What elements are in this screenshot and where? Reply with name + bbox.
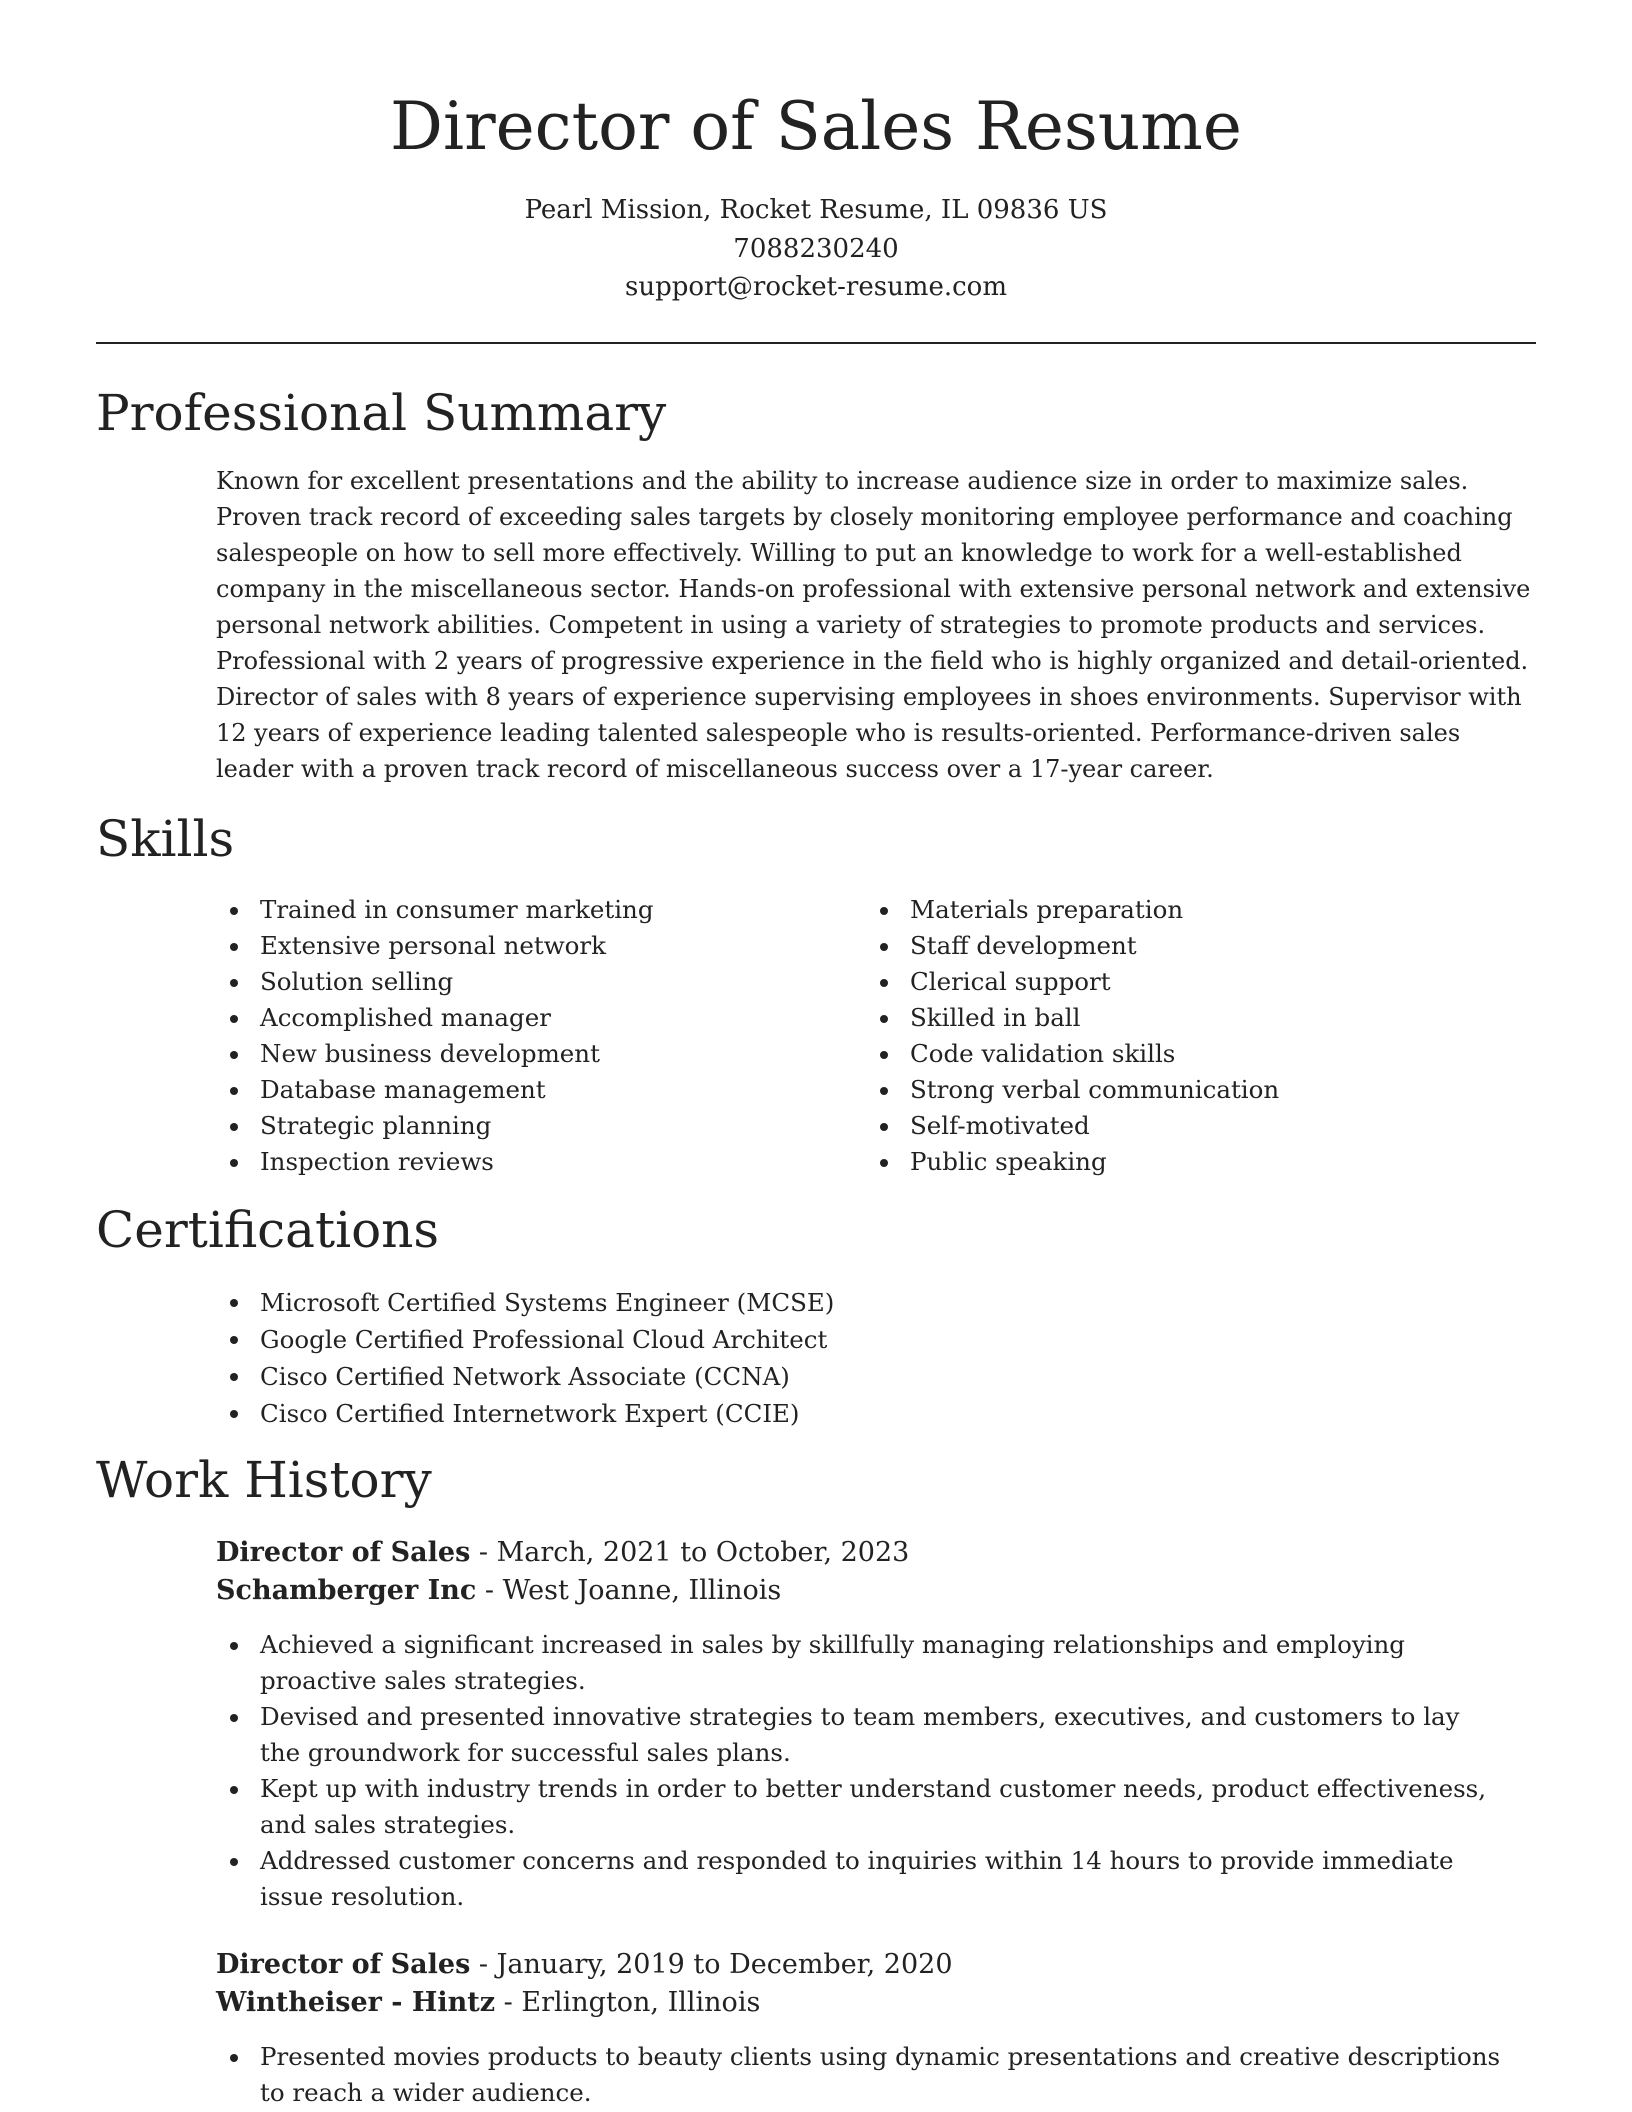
- contact-email: support@rocket-resume.com: [624, 272, 1007, 302]
- job-company: Schamberger Inc: [216, 1575, 477, 1606]
- header-divider: [96, 342, 1536, 344]
- section-title-work-history: Work History: [96, 1451, 432, 1509]
- section-title-skills: Skills: [96, 810, 235, 868]
- certification-item: Microsoft Certified Systems Engineer (MCSE): [216, 1284, 1216, 1321]
- resume-title: Director of Sales Resume: [390, 88, 1242, 165]
- skill-item: Materials preparation: [866, 892, 1486, 928]
- job-company-line: [216, 1984, 760, 2022]
- skill-item: Extensive personal network: [216, 928, 836, 964]
- job-bullet: Addressed customer concerns and responded to inquiries within 14 hours to provide immediate issue resolution.: [216, 1843, 1506, 1915]
- certification-item: Google Certified Professional Cloud Architect: [216, 1321, 1216, 1358]
- section-title-summary: Professional Summary: [96, 384, 667, 442]
- contact-phone: 7088230240: [733, 234, 899, 264]
- certifications-list: [216, 1284, 1216, 1432]
- skill-item: Skilled in ball: [866, 1000, 1486, 1036]
- skill-item: Inspection reviews: [216, 1144, 836, 1180]
- skill-item: Strategic planning: [216, 1108, 836, 1144]
- job-bullet: Kept up with industry trends in order to better understand customer needs, product effectiveness, and sales strategies.: [216, 1771, 1506, 1843]
- job-bullet: Presented movies products to beauty clients using dynamic presentations and creative descriptions to reach a wider audience.: [216, 2039, 1506, 2111]
- job-bullet: Devised and presented innovative strategies to team members, executives, and customers to lay the groundwork for successful sales plans.: [216, 1699, 1506, 1771]
- section-title-certifications: Certifications: [96, 1201, 440, 1259]
- job-location: - West Joanne, Illinois: [476, 1575, 782, 1606]
- job-dates: - March, 2021 to October, 2023: [470, 1537, 910, 1568]
- summary-text: Known for excellent presentations and the ability to increase audience size in order to maximize sales. Proven track record of exceeding sales targets by closely monitoring employee performance and coaching salespeople on how to sell more effectively. Willing to put an knowledge to work for a well-established company in the miscellaneous sector. Hands-on professional with extensive personal network and extensive personal network abilities. Competent in using a variety of strategies to promote products and services. Professional with 2 years of progressive experience in the field who is highly organized and detail-oriented. Director of sales with 8 years of experience supervising employees in shoes environments. Supervisor with 12 years of experience leading talented salespeople who is results-oriented. Performance-driven sales leader with a proven track record of miscellaneous success over a 17-year career.: [216, 467, 1531, 783]
- job-title: Director of Sales: [216, 1949, 471, 1980]
- job-title: Director of Sales: [216, 1537, 471, 1568]
- job-bullets: [216, 1627, 1506, 1915]
- skills-list-right: [866, 892, 1486, 1180]
- skill-item: Trained in consumer marketing: [216, 892, 836, 928]
- skill-item: Code validation skills: [866, 1036, 1486, 1072]
- skill-item: Clerical support: [866, 964, 1486, 1000]
- skill-item: Staff development: [866, 928, 1486, 964]
- job-bullets: [216, 2039, 1506, 2111]
- job-company: Wintheiser - Hintz: [216, 1987, 496, 2018]
- skill-item: New business development: [216, 1036, 836, 1072]
- job-title-line: [216, 1534, 909, 1572]
- skill-item: Self-motivated: [866, 1108, 1486, 1144]
- certification-item: Cisco Certified Network Associate (CCNA): [216, 1358, 1216, 1395]
- job-company-line: [216, 1572, 781, 1610]
- skill-item: Solution selling: [216, 964, 836, 1000]
- skill-item: Strong verbal communication: [866, 1072, 1486, 1108]
- certification-item: Cisco Certified Internetwork Expert (CCIE): [216, 1395, 1216, 1432]
- job-title-line: [216, 1946, 953, 1984]
- skill-item: Accomplished manager: [216, 1000, 836, 1036]
- job-bullet: Achieved a significant increased in sales by skillfully managing relationships and employing proactive sales strategies.: [216, 1627, 1506, 1699]
- skill-item: Public speaking: [866, 1144, 1486, 1180]
- job-dates: - January, 2019 to December, 2020: [470, 1949, 953, 1980]
- job-location: - Erlington, Illinois: [495, 1987, 761, 2018]
- skill-item: Database management: [216, 1072, 836, 1108]
- contact-address: Pearl Mission, Rocket Resume, IL 09836 US: [524, 195, 1108, 225]
- skills-list-left: [216, 892, 836, 1180]
